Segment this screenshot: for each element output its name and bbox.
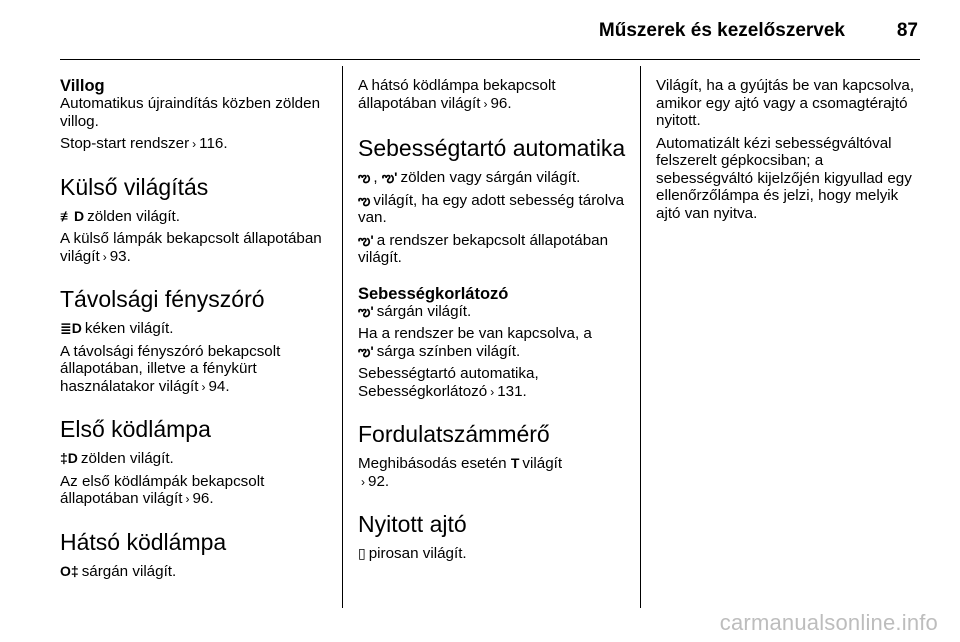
paragraph: ≣D kéken világít. <box>60 320 174 337</box>
page-reference[interactable]: 96. <box>490 94 512 112</box>
page-reference-icon: › <box>185 492 190 506</box>
cruise-set-icon: ఌ' <box>381 169 398 185</box>
section-heading-tavolsagi: Távolsági fényszóró <box>60 286 265 312</box>
cruise-control-icon: ఌ <box>358 169 371 185</box>
paragraph: Automatikus újraindítás közben zölden villog. <box>60 95 321 130</box>
section-heading-ajto: Nyitott ajtó <box>358 511 467 537</box>
paragraph: ఌ' sárgán világít. <box>358 302 472 320</box>
page-reference[interactable]: 96. <box>192 490 214 507</box>
paragraph-with-reference: Sebességtartó automatika, Sebességkorlátozó › 131. <box>358 365 539 400</box>
front-fog-icon: ‡D <box>60 450 78 466</box>
paragraph: ≢D zölden világít. <box>60 207 180 225</box>
paragraph: Ha a rendszer be van kapcsolva, a ఌ' sárga színben világít. <box>358 325 592 360</box>
page-title: Műszerek és kezelőszervek <box>598 20 845 41</box>
page-reference[interactable]: 94. <box>208 377 230 395</box>
paragraph: O‡ sárgán világít. <box>60 562 177 580</box>
paragraph-with-reference: A külső lámpák bekapcsolt állapotában világít › 93. <box>60 230 322 265</box>
column-divider <box>640 66 641 608</box>
column-left <box>60 77 332 585</box>
column-divider <box>342 66 343 608</box>
paragraph: ఌ világít, ha egy adott sebesség tárolva van. <box>358 191 625 226</box>
page-reference-icon: › <box>483 96 488 111</box>
section-heading-hatso: Hátsó ködlámpa <box>60 528 227 555</box>
paragraph: ఌ , ఌ' zölden vagy sárgán világít. <box>358 169 581 186</box>
page-reference-icon: › <box>490 384 495 399</box>
section-heading-elso: Első ködlámpa <box>60 416 211 442</box>
speed-limiter-icon: ఌ' <box>358 302 374 319</box>
page-reference[interactable]: 116. <box>199 135 228 152</box>
page-reference[interactable]: 131. <box>497 382 527 400</box>
column-middle <box>358 77 630 568</box>
watermark: carmanualsonline.info <box>719 610 938 635</box>
paragraph-with-reference: Stop-start rendszer › 116. <box>60 135 228 152</box>
cruise-set-icon: ఌ' <box>358 231 374 248</box>
page-number: 87 <box>896 20 918 41</box>
tachometer-icon: T <box>510 455 520 471</box>
section-heading-villog: Villog <box>60 77 105 95</box>
page-reference-icon: › <box>102 249 107 264</box>
page-reference-icon: › <box>201 379 206 394</box>
column-right <box>656 77 922 227</box>
rear-fog-icon: O‡ <box>60 562 79 579</box>
paragraph: ▯ pirosan világít. <box>358 545 467 562</box>
cruise-control-icon: ఌ <box>358 191 371 208</box>
section-heading-korlatozo: Sebességkorlátozó <box>358 284 509 303</box>
section-heading-kulso: Külső világítás <box>60 173 209 200</box>
page-reference[interactable]: 92. <box>368 472 390 490</box>
paragraph: Automatizált kézi sebességváltóval felszerelt gépkocsiban; a sebességváltó kijelzőjén kigyullad egy ellenőrzőlámpa és jelzi, hogy melyik ajtó van nyitva. <box>656 134 912 222</box>
page-reference-icon: › <box>361 474 365 489</box>
high-beam-icon: ≣D <box>60 320 82 336</box>
page-header <box>60 0 920 60</box>
section-heading-fordulat: Fordulatszámmérő <box>358 421 550 447</box>
side-light-icon: ≢D <box>60 207 85 224</box>
paragraph-with-reference: A hátsó ködlámpa bekapcsolt állapotában világít › 96. <box>358 77 556 112</box>
page-reference-icon: › <box>192 137 197 151</box>
paragraph-with-reference: Meghibásodás esetén T világít › 92. <box>358 455 563 490</box>
paragraph: ‡D zölden világít. <box>60 450 174 467</box>
section-heading-tempomat: Sebességtartó automatika <box>358 135 626 161</box>
paragraph-with-reference: A távolsági fényszóró bekapcsolt állapotában, illetve a fénykürt használatakor világít › 94. <box>60 342 281 395</box>
paragraph: Világít, ha a gyújtás be van kapcsolva, amikor egy ajtó vagy a csomagtérajtó nyitott. <box>656 77 915 129</box>
speed-limiter-icon: ఌ' <box>358 342 374 359</box>
paragraph-with-reference: Az első ködlámpák bekapcsolt állapotában világít › 96. <box>60 472 265 507</box>
paragraph: ఌ' a rendszer bekapcsolt állapotában világít. <box>358 231 609 266</box>
door-open-icon: ▯ <box>358 545 366 561</box>
page-reference[interactable]: 93. <box>109 247 131 265</box>
